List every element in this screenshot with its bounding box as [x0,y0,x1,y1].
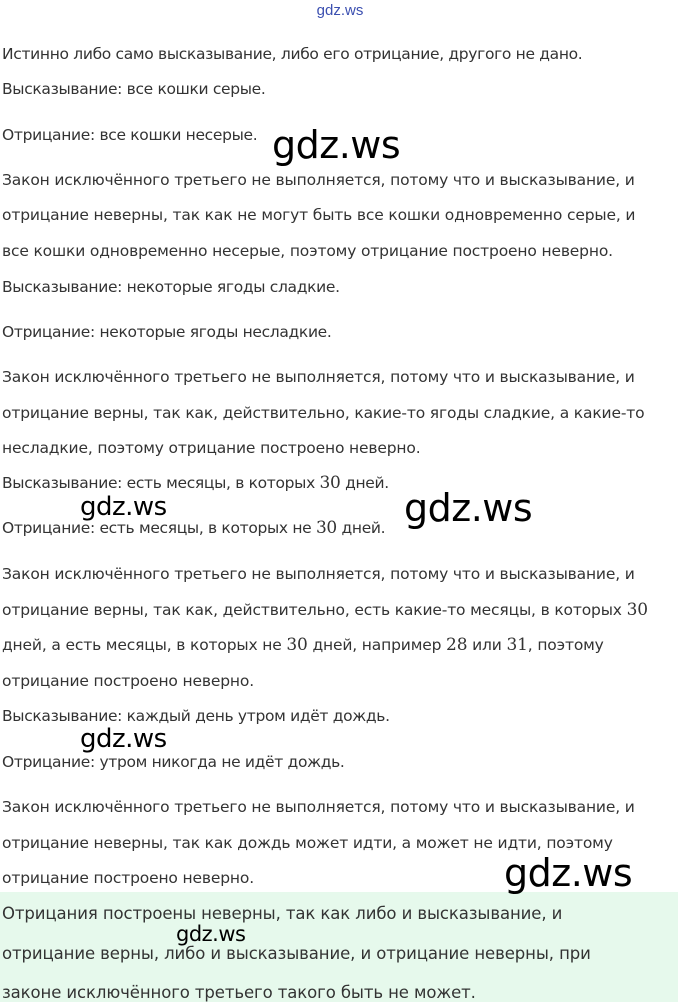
text-line: Высказывание: каждый день утром идёт дождь. [2,707,390,725]
number: 30 [315,518,337,538]
text-segment: отрицание верны, так как, действительно, есть какие-то месяцы, в которых [2,601,627,619]
text-segment: Высказывание: есть месяцы, в которых [2,474,320,492]
watermark: gdz.ws [80,724,167,754]
text-line [2,600,648,620]
conclusion-line: законе исключённого третьего такого быть не может. [2,983,476,1002]
text-line: Отрицание: некоторые ягоды несладкие. [2,323,332,341]
text-line: Истинно либо само высказывание, либо его отрицание, другого не дано. [2,45,583,63]
text-segment: , поэтому [527,636,604,654]
text-line: Закон исключённого третьего не выполняется, потому что и высказывание, и [2,368,635,386]
text-line: Закон исключённого третьего не выполняется, потому что и высказывание, и [2,798,635,816]
number: 28 [446,635,468,655]
text-line: отрицание верны, так как, действительно, какие-то ягоды сладкие, а какие-то [2,404,645,422]
text-line: Отрицание: все кошки несерые. [2,126,258,144]
number: 30 [286,635,308,655]
text-segment: дней. [340,474,389,492]
text-line: Закон исключённого третьего не выполняется, потому что и высказывание, и [2,565,635,583]
text-segment: Отрицание: есть месяцы, в которых не [2,519,316,537]
text-line: отрицание неверны, так как дождь может идти, а может не идти, поэтому [2,834,613,852]
text-line: несладкие, поэтому отрицание построено неверно. [2,439,421,457]
text-segment: дней. [336,519,386,537]
text-line: Высказывание: все кошки серые. [2,80,266,98]
text-line [2,635,604,655]
watermark: gdz.ws [272,123,401,167]
text-line: отрицание построено неверно. [2,672,254,690]
conclusion-line: отрицание верны, либо и высказывание, и отрицание неверны, при [2,944,591,963]
text-line: отрицание построено неверно. [2,869,254,887]
number: 30 [626,600,648,620]
conclusion-line: Отрицания построены неверны, так как либо и высказывание, и [2,904,563,923]
text-segment: дней, например [307,636,447,654]
text-line: Закон исключённого третьего не выполняется, потому что и высказывание, и [2,171,635,189]
text-line: все кошки одновременно несерые, поэтому отрицание построено неверно. [2,242,613,260]
text-line: Высказывание: некоторые ягоды сладкие. [2,278,340,296]
text-line: отрицание неверны, так как не могут быть все кошки одновременно серые, и [2,206,636,224]
text-line [2,473,389,493]
number: 30 [319,473,341,493]
number: 31 [506,635,528,655]
text-segment: или [467,636,507,654]
watermark: gdz.ws [80,492,167,522]
text-line: Отрицание: утром никогда не идёт дождь. [2,753,345,771]
text-line [2,518,385,538]
text-segment: дней, а есть месяцы, в которых не [2,636,287,654]
watermark: gdz.ws [504,851,633,895]
site-watermark-top: gdz.ws [316,2,364,19]
watermark: gdz.ws [176,922,246,946]
watermark: gdz.ws [404,486,533,530]
